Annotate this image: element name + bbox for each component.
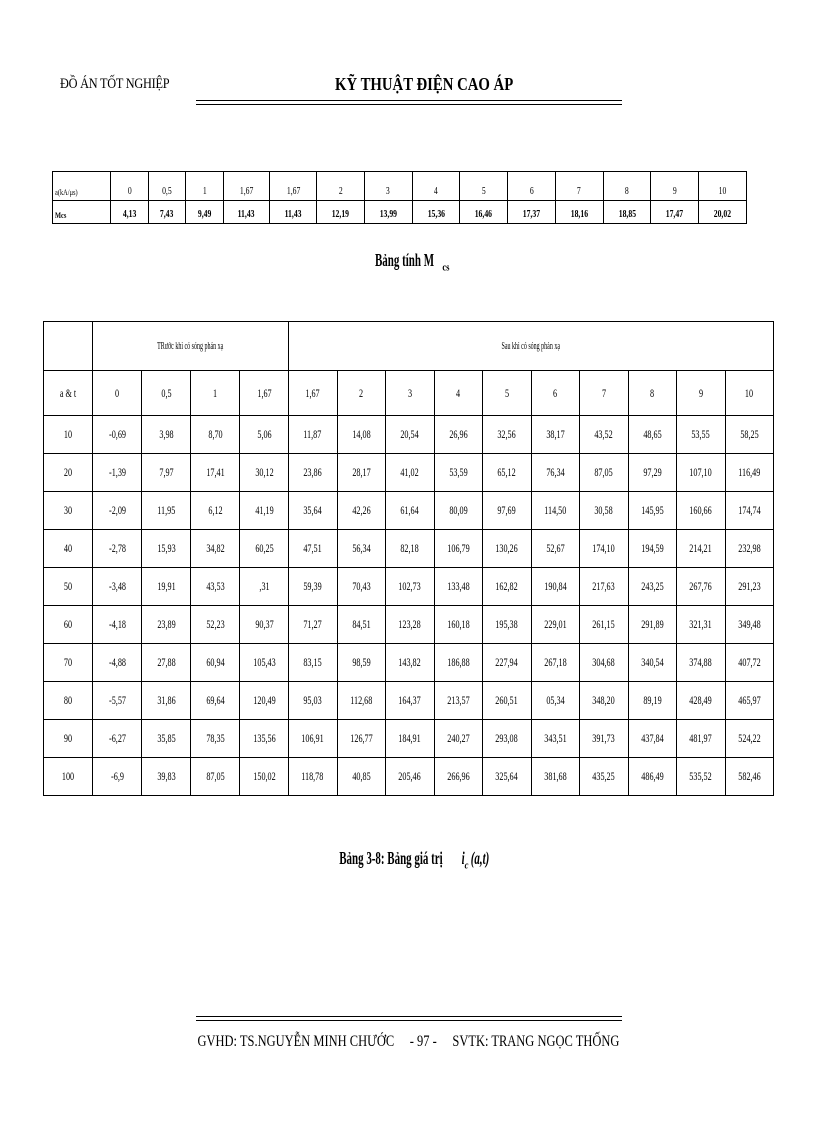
ic-table-cell: 41,19 [240,492,289,530]
ic-table-cell: 30,58 [580,492,629,530]
ic-table-cell: 126,77 [337,720,386,758]
ic-table-row-label: 60 [44,606,93,644]
ic-table-cell: 7,97 [142,454,191,492]
ic-table-cell: 60,94 [191,644,240,682]
ic-table-row [44,454,774,492]
ic-table-row [44,644,774,682]
ic-table-cell: 8,70 [191,416,240,454]
ic-table-cell: 70,43 [337,568,386,606]
ic-table-cell: 266,96 [434,758,483,796]
ic-table-cell: 80,09 [434,492,483,530]
ic-table-cell: 133,48 [434,568,483,606]
mcs-table-a-cell: 2 [317,172,365,201]
ic-table-cell: 240,27 [434,720,483,758]
ic-table-row-label: 100 [44,758,93,796]
ic-table-cell: -0,69 [93,416,142,454]
ic-table-cell: 35,64 [289,492,338,530]
ic-table-cell: -6,27 [93,720,142,758]
ic-table-cell: 28,17 [337,454,386,492]
ic-table-row [44,492,774,530]
ic-table-cell: 32,56 [483,416,532,454]
ic-table-column-header: 1,67 [240,371,289,416]
mcs-table-a-cell: 1,67 [223,172,270,201]
ic-table-row [44,758,774,796]
ic-table-cell: 43,52 [580,416,629,454]
ic-table-cell: 217,63 [580,568,629,606]
ic-table-cell: 260,51 [483,682,532,720]
mcs-table-value-cell: 18,85 [603,201,651,224]
ic-table-cell: 348,20 [580,682,629,720]
ic-table-cell: 56,34 [337,530,386,568]
ic-table-cell: 11,87 [289,416,338,454]
ic-table-row [44,682,774,720]
header-rule-top [196,100,622,101]
ic-table-header-row [44,371,774,416]
ic-table-cell: 205,46 [386,758,435,796]
ic-table-column-header: 9 [677,371,726,416]
ic-table-column-header: 6 [531,371,580,416]
mcs-table-value-cell: 11,43 [223,201,270,224]
ic-table-cell: 524,22 [725,720,774,758]
ic-table [43,321,774,796]
ic-table-cell: 89,19 [628,682,677,720]
ic-table-cell: 145,95 [628,492,677,530]
mcs-table [52,171,747,224]
mcs-table-a-row [53,172,747,201]
mcs-table-value-cell: 9,49 [186,201,224,224]
ic-table-cell: 229,01 [531,606,580,644]
ic-table-row [44,606,774,644]
ic-table-cell: 349,48 [725,606,774,644]
ic-table-corner-blank [44,322,93,371]
ic-table-cell: 465,97 [725,682,774,720]
ic-table-column-header: 10 [725,371,774,416]
footer-svtk: SVTK: TRANG NGỌC THỐNG [451,1033,619,1050]
ic-table-cell: 135,56 [240,720,289,758]
ic-table-cell: 374,88 [677,644,726,682]
ic-table-cell: -4,18 [93,606,142,644]
ic-table-cell: ,31 [240,568,289,606]
mcs-table-value-cell: 20,02 [699,201,747,224]
ic-table-cell: 40,85 [337,758,386,796]
ic-table-cell: 102,73 [386,568,435,606]
ic-table-cell: 304,68 [580,644,629,682]
footer-gvhd: GVHD: TS.NGUYỄN MINH CHƯỚC [197,1033,394,1050]
ic-table-group-after: Sau khi có sóng phản xạ [289,322,774,371]
ic-table-cell: 11,95 [142,492,191,530]
ic-table-row [44,720,774,758]
ic-table-cell: 261,15 [580,606,629,644]
ic-table-cell: 97,29 [628,454,677,492]
ic-table-cell: 17,41 [191,454,240,492]
ic-table-cell: 39,83 [142,758,191,796]
ic-table-cell: 267,18 [531,644,580,682]
mcs-table-a-cell: 7 [555,172,603,201]
mcs-table-a-cell: 0 [111,172,149,201]
ic-table-cell: 95,03 [289,682,338,720]
ic-table-cell: 243,25 [628,568,677,606]
mcs-table-a-cell: 1,67 [270,172,317,201]
ic-table-cell: 481,97 [677,720,726,758]
ic-table-row [44,530,774,568]
ic-table-cell: 23,89 [142,606,191,644]
ic-table-column-header: 7 [580,371,629,416]
ic-table-cell: 435,25 [580,758,629,796]
ic-table-cell: 214,21 [677,530,726,568]
ic-table-cell: 90,37 [240,606,289,644]
ic-table-cell: 83,15 [289,644,338,682]
ic-table-cell: 428,49 [677,682,726,720]
ic-table-cell: 84,51 [337,606,386,644]
ic-table-cell: 5,06 [240,416,289,454]
ic-table-cell: 31,86 [142,682,191,720]
ic-table-cell: 60,25 [240,530,289,568]
ic-table-row-label: 80 [44,682,93,720]
ic-table-row-label: 90 [44,720,93,758]
ic-table-group-row [44,322,774,371]
ic-table-row-label: 30 [44,492,93,530]
ic-table-cell: 98,59 [337,644,386,682]
header-rule-bottom [196,104,622,105]
footer-rule-bottom [196,1020,622,1021]
header-left-title: ĐỒ ÁN TỐT NGHIỆP [60,76,170,92]
ic-table-cell: 26,96 [434,416,483,454]
mcs-table-value-cell: 16,46 [460,201,508,224]
ic-table-cell: 30,12 [240,454,289,492]
ic-table-cell: 15,93 [142,530,191,568]
ic-table-column-header: 4 [434,371,483,416]
ic-table-cell: 47,51 [289,530,338,568]
ic-table-cell: 61,64 [386,492,435,530]
ic-table-cell: 143,82 [386,644,435,682]
ic-table-cell: 48,65 [628,416,677,454]
ic-table-cell: 05,34 [531,682,580,720]
mcs-table-value-cell: 18,16 [555,201,603,224]
ic-table-cell: 82,18 [386,530,435,568]
ic-table-cell: -2,78 [93,530,142,568]
ic-table-cell: 27,88 [142,644,191,682]
ic-table-cell: 107,10 [677,454,726,492]
ic-table-cell: 150,02 [240,758,289,796]
mcs-table-a-cell: 6 [508,172,556,201]
ic-table-cell: -4,88 [93,644,142,682]
ic-table-column-header: 2 [337,371,386,416]
ic-table-column-header: 8 [628,371,677,416]
mcs-table-a-cell: 3 [364,172,412,201]
ic-table-cell: 65,12 [483,454,532,492]
ic-table-cell: 19,91 [142,568,191,606]
ic-table-cell: 486,49 [628,758,677,796]
ic-table-cell: 14,08 [337,416,386,454]
mcs-table-a-cell: 8 [603,172,651,201]
mcs-table-value-cell: 12,19 [317,201,365,224]
ic-table-cell: 59,39 [289,568,338,606]
mcs-table-mcs-row [53,201,747,224]
ic-table-cell: 391,73 [580,720,629,758]
mcs-table-value-cell: 11,43 [270,201,317,224]
ic-table-cell: 582,46 [725,758,774,796]
ic-table-cell: 213,57 [434,682,483,720]
mcs-table-value-cell: 13,99 [364,201,412,224]
ic-table-cell: 381,68 [531,758,580,796]
ic-table-cell: -3,48 [93,568,142,606]
mcs-table-value-cell: 4,13 [111,201,149,224]
ic-table-cell: 195,38 [483,606,532,644]
ic-table-cell: 43,53 [191,568,240,606]
ic-table-cell: 53,55 [677,416,726,454]
ic-table-cell: 3,98 [142,416,191,454]
ic-table-row-label: 10 [44,416,93,454]
ic-table-cell: -2,09 [93,492,142,530]
ic-table-cell: 116,49 [725,454,774,492]
ic-table-cell: 535,52 [677,758,726,796]
ic-table-column-header: 0,5 [142,371,191,416]
mcs-table-mcs-label: Mcs [53,201,111,224]
ic-table-cell: 291,89 [628,606,677,644]
mcs-table-a-cell: 1 [186,172,224,201]
ic-table-cell: 20,54 [386,416,435,454]
ic-table-cell: 160,66 [677,492,726,530]
ic-table-cell: 6,12 [191,492,240,530]
ic-table-row-label: 20 [44,454,93,492]
ic-table-column-header: 1 [191,371,240,416]
ic-table-cell: 76,34 [531,454,580,492]
ic-table-cell: 186,88 [434,644,483,682]
ic-table-cell: 71,27 [289,606,338,644]
ic-table-column-header: 0 [93,371,142,416]
ic-table-cell: 118,78 [289,758,338,796]
ic-table-column-header: 5 [483,371,532,416]
ic-table-cell: 340,54 [628,644,677,682]
ic-table-cell: 184,91 [386,720,435,758]
ic-table-cell: 325,64 [483,758,532,796]
ic-table-cell: 267,76 [677,568,726,606]
ic-table-cell: 38,17 [531,416,580,454]
mcs-table-value-cell: 15,36 [412,201,460,224]
ic-table-cell: 232,98 [725,530,774,568]
ic-table-cell: 106,91 [289,720,338,758]
ic-table-cell: 343,51 [531,720,580,758]
header-right-title: KỸ THUẬT ĐIỆN CAO ÁP [335,74,514,94]
ic-table-cell: 114,50 [531,492,580,530]
footer [0,1033,816,1051]
footer-rule-top [196,1016,622,1017]
ic-table-cell: 190,84 [531,568,580,606]
ic-table-cell: -6,9 [93,758,142,796]
mcs-table-a-cell: 5 [460,172,508,201]
ic-table-cell: 106,79 [434,530,483,568]
ic-table-cell: 53,59 [434,454,483,492]
ic-table-cell: 105,43 [240,644,289,682]
ic-table-cell: 52,23 [191,606,240,644]
ic-table-cell: 52,67 [531,530,580,568]
ic-table-cell: 174,74 [725,492,774,530]
ic-table-row [44,416,774,454]
ic-table-cell: 97,69 [483,492,532,530]
ic-table-row-label: 50 [44,568,93,606]
ic-table-cell: 160,18 [434,606,483,644]
ic-table-cell: 112,68 [337,682,386,720]
ic-table-cell: 58,25 [725,416,774,454]
ic-table-group-before: TRước khi có sóng phản xạ [93,322,289,371]
ic-table-cell: 227,94 [483,644,532,682]
ic-table-cell: 87,05 [580,454,629,492]
ic-table-cell: 34,82 [191,530,240,568]
ic-table-row-label: 40 [44,530,93,568]
ic-table-column-header: 3 [386,371,435,416]
mcs-table-caption: Bảng tính M $_{cs}$ [374,250,450,274]
ic-table-cell: 437,84 [628,720,677,758]
ic-table-cell: 130,26 [483,530,532,568]
mcs-table-value-cell: 17,47 [651,201,699,224]
ic-table-caption: Bảng 3-8: Bảng giá trị $i_c$ (a,t) [338,848,490,872]
ic-table-cell: 87,05 [191,758,240,796]
ic-table-row-label: 70 [44,644,93,682]
ic-table-column-header: 1,67 [289,371,338,416]
mcs-table-a-cell: 0,5 [148,172,186,201]
mcs-table-a-cell: 9 [651,172,699,201]
mcs-table-value-cell: 17,37 [508,201,556,224]
ic-table-cell: 35,85 [142,720,191,758]
ic-table-row [44,568,774,606]
ic-table-cell: 120,49 [240,682,289,720]
ic-table-cell: 69,64 [191,682,240,720]
ic-table-cell: 291,23 [725,568,774,606]
mcs-table-value-cell: 7,43 [148,201,186,224]
ic-table-cell: 123,28 [386,606,435,644]
ic-table-cell: 164,37 [386,682,435,720]
ic-table-cell: 293,08 [483,720,532,758]
ic-table-cell: 42,26 [337,492,386,530]
ic-table-corner-label: a & t [44,371,93,416]
footer-page-number: - 97 - [409,1033,437,1050]
mcs-table-a-cell: 4 [412,172,460,201]
ic-table-cell: 162,82 [483,568,532,606]
ic-table-cell: 23,86 [289,454,338,492]
ic-table-cell: 407,72 [725,644,774,682]
ic-table-cell: 78,35 [191,720,240,758]
ic-table-cell: 321,31 [677,606,726,644]
mcs-table-a-cell: 10 [699,172,747,201]
ic-table-cell: 41,02 [386,454,435,492]
ic-table-cell: 174,10 [580,530,629,568]
mcs-table-a-label: a(kA/μs) [53,172,111,201]
ic-table-cell: 194,59 [628,530,677,568]
ic-table-cell: -5,57 [93,682,142,720]
ic-table-cell: -1,39 [93,454,142,492]
